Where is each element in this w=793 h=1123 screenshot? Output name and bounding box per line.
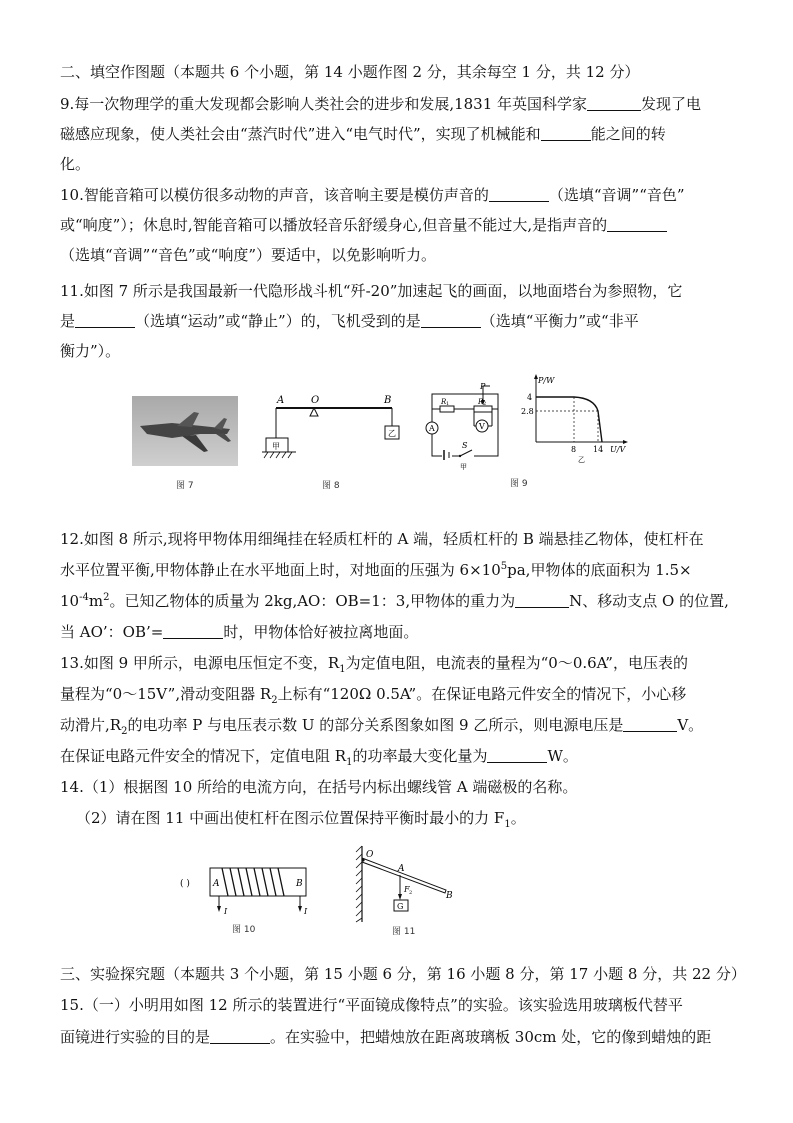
- fig9-graph-y-tick-4: 4: [527, 393, 533, 402]
- q15-blank-1[interactable]: [210, 1029, 270, 1044]
- section-3-heading: 三、实验探究题（本题共 3 个小题，第 15 小题 6 分，第 16 小题 8 分，第 17 小题 8 分，共 22 分）: [60, 965, 746, 983]
- q12-line-1: 12.如图 8 所示,现将甲物体用细绳挂在轻质杠杆的 A 端，轻质杠杆的 B 端悬挂乙物体，使杠杆在: [60, 530, 704, 548]
- q9-text: 磁感应现象，使人类社会由“蒸汽时代”进入“电气时代”，实现了机械能和: [60, 125, 541, 143]
- q12-text: 时，甲物体恰好被拉离地面。: [223, 623, 419, 641]
- q13-subscript: 2: [271, 695, 278, 706]
- q13-text: V。: [677, 716, 704, 734]
- q9-text: 能之间的转: [590, 125, 666, 143]
- q10-blank-1[interactable]: [489, 187, 549, 202]
- q10-blank-2[interactable]: [607, 217, 667, 232]
- q12-text: m: [88, 592, 104, 610]
- q9-blank-1[interactable]: [587, 96, 641, 111]
- q12-line-2: [60, 560, 692, 580]
- fig10-current-I-right: I: [304, 907, 308, 916]
- fig8-label-O: O: [311, 395, 320, 406]
- fig11-label-A: A: [398, 864, 405, 874]
- fig9-label-R1-sub: 1: [446, 401, 450, 407]
- q9-line-1: [60, 94, 701, 114]
- q12-text: 当 AO’：OB’=: [60, 623, 164, 641]
- fig9-caption: 图 9: [510, 479, 528, 489]
- q10-text: 10.智能音箱可以模仿很多动物的声音，该音响主要是模仿声音的: [60, 186, 489, 204]
- section-2-heading: 二、填空作图题（本题共 6 个小题，第 14 小题作图 2 分，其余每空 1 分，共 12 分）: [60, 63, 640, 81]
- q12-blank-1[interactable]: [515, 593, 569, 608]
- q13-line-1: [60, 653, 688, 673]
- fig9-label-R2: R: [478, 398, 484, 406]
- fig10-solenoid-diagram: [176, 860, 316, 918]
- q14-subscript: 1: [504, 819, 511, 830]
- q9-line-2: [60, 124, 666, 144]
- fig10-current-I-left: I: [224, 907, 228, 916]
- fig8-label-yi: 乙: [388, 429, 396, 438]
- q15-text: 面镜进行实验的目的是: [60, 1028, 211, 1046]
- q12-line-3: [60, 591, 729, 611]
- q9-line-3: 化。: [60, 155, 91, 173]
- q13-blank-2[interactable]: [487, 748, 547, 763]
- fig9-graph-x-tick-14: 14: [593, 445, 604, 454]
- q9-text: 9.每一次物理学的重大发现都会影响人类社会的进步和发展,1831 年英国科学家: [60, 95, 588, 113]
- q13-subscript: 1: [339, 664, 346, 675]
- q13-text: 在保证电路元件安全的情况下，定值电阻 R: [60, 747, 347, 765]
- q13-text: 的电功率 P 与电压表示数 U 的部分关系图象如图 9 乙所示，则电源电压是: [127, 716, 624, 734]
- q12-exponent: 5: [500, 561, 508, 572]
- fig11-label-O: O: [366, 850, 374, 860]
- q12-text: 。已知乙物体的质量为 2kg,AO：OB=1：3,甲物体的重力为: [109, 592, 516, 610]
- q15-line-2: [60, 1027, 711, 1047]
- q14-text: 。: [510, 809, 526, 827]
- fig8-label-B: B: [384, 395, 392, 406]
- fig7-jet-photo: [132, 396, 238, 466]
- q12-blank-2[interactable]: [163, 624, 223, 639]
- fig11-label-F-sub: 2: [409, 890, 413, 896]
- fig11-label-G: G: [397, 902, 404, 911]
- fig10-bracket[interactable]: ( ): [180, 879, 190, 889]
- q13-line-2: [60, 684, 686, 704]
- q11-text: 是: [60, 312, 76, 330]
- q12-text: N、移动支点 O 的位置,: [569, 592, 729, 610]
- fig9-graph-label-yi: 乙: [578, 456, 585, 464]
- q10-text: 或“响度”）；休息时,智能音箱可以播放轻音乐舒缓身心,但音量不能过大,是指声音的: [60, 216, 608, 234]
- fig11-label-F: F: [404, 885, 410, 894]
- fig9-circuit-diagram: [420, 378, 510, 470]
- q11-blank-2[interactable]: [421, 313, 481, 328]
- q11-line-2: [60, 311, 639, 331]
- q11-line-3: 衡力”）。: [60, 342, 121, 360]
- q12-text: 10: [60, 592, 80, 610]
- q11-line-1: 11.如图 7 所示是我国最新一代隐形战斗机“歼-20”加速起飞的画面，以地面塔台为参照物，它: [60, 282, 683, 300]
- q11-text: （选填“运动”或“静止”）的，飞机受到的是: [135, 312, 421, 330]
- q12-exponent: 2: [103, 592, 110, 603]
- q13-text: 上标有“120Ω 0.5A”。在保证电路元件安全的情况下，小心移: [277, 685, 687, 703]
- fig9-pu-graph: [518, 372, 630, 464]
- q14-text: （2）请在图 11 中画出使杠杆在图示位置保持平衡时最小的力 F: [76, 809, 505, 827]
- q13-text: 量程为“0～15V”,滑动变阻器 R: [60, 685, 272, 703]
- q10-line-1: [60, 185, 685, 205]
- q11-text: （选填“平衡力”或“非平: [480, 312, 639, 330]
- q14-line-1: 14.（1）根据图 10 所给的电流方向，在括号内标出螺线管 A 端磁极的名称。: [60, 778, 578, 796]
- q13-subscript: 1: [346, 757, 353, 768]
- q15-text: 。在实验中，把蜡烛放在距离玻璃板 30cm 处，它的像到蜡烛的距: [270, 1028, 712, 1046]
- fig9-label-R2-sub: 2: [483, 401, 487, 407]
- fig9-label-R1: R: [441, 398, 447, 406]
- q10-text: （选填“音调”“音色”: [548, 186, 685, 204]
- q9-text: 发现了电: [641, 95, 702, 113]
- q13-blank-1[interactable]: [623, 717, 677, 732]
- fig10-caption: 图 10: [232, 925, 256, 935]
- fig10-label-B: B: [296, 879, 303, 889]
- q13-subscript: 2: [121, 726, 128, 737]
- q10-line-2: [60, 215, 667, 235]
- fig11-caption: 图 11: [392, 927, 416, 937]
- fig10-label-A: A: [213, 879, 220, 889]
- fig8-lever-diagram: [262, 388, 412, 470]
- fig11-wall-lever-diagram: [350, 844, 460, 924]
- q13-text: 为定值电阻，电流表的量程为“0～0.6A”，电压表的: [345, 654, 688, 672]
- q13-text: 的功率最大变化量为: [352, 747, 488, 765]
- fig9-voltmeter-V: V: [479, 422, 485, 431]
- fig7-caption: 图 7: [176, 481, 194, 491]
- q12-exponent: -4: [79, 592, 89, 603]
- fig9-label-jia: 甲: [460, 463, 467, 470]
- fig11-label-B: B: [446, 891, 453, 901]
- q13-text: W。: [547, 747, 578, 765]
- fig9-ammeter-A: A: [429, 424, 435, 433]
- fig9-label-P: P: [480, 382, 486, 391]
- q10-line-3: （选填“音调”“音色”或“响度”）要适中，以免影响听力。: [60, 246, 437, 264]
- fig8-caption: 图 8: [322, 481, 340, 491]
- fig9-label-S: S: [462, 441, 468, 450]
- q13-line-3: [60, 715, 703, 735]
- q15-line-1: 15.（一）小明用如图 12 所示的装置进行“平面镜成像特点”的实验。该实验选用玻璃板代替平: [60, 996, 683, 1014]
- fig9-graph-y-tick-2-8: 2.8: [521, 407, 534, 416]
- fig9-graph-ylabel: P/W: [538, 376, 555, 385]
- q9-blank-2[interactable]: [541, 126, 591, 141]
- q12-text: pa,甲物体的底面积为 1.5×: [507, 561, 692, 579]
- fig9-graph-xlabel: U/V: [610, 445, 626, 454]
- fig9-graph-x-tick-8: 8: [571, 445, 577, 454]
- fig8-label-jia: 甲: [272, 442, 280, 451]
- q13-line-4: [60, 746, 578, 766]
- q12-text: 水平位置平衡,甲物体静止在水平地面上时，对地面的压强为 6×10: [60, 561, 501, 579]
- q13-text: 动滑片,R: [60, 716, 122, 734]
- q12-line-4: [60, 622, 418, 642]
- q14-line-2: [76, 808, 526, 828]
- q11-blank-1[interactable]: [75, 313, 135, 328]
- fig8-label-A: A: [277, 395, 285, 406]
- q13-text: 13.如图 9 甲所示，电源电压恒定不变，R: [60, 654, 340, 672]
